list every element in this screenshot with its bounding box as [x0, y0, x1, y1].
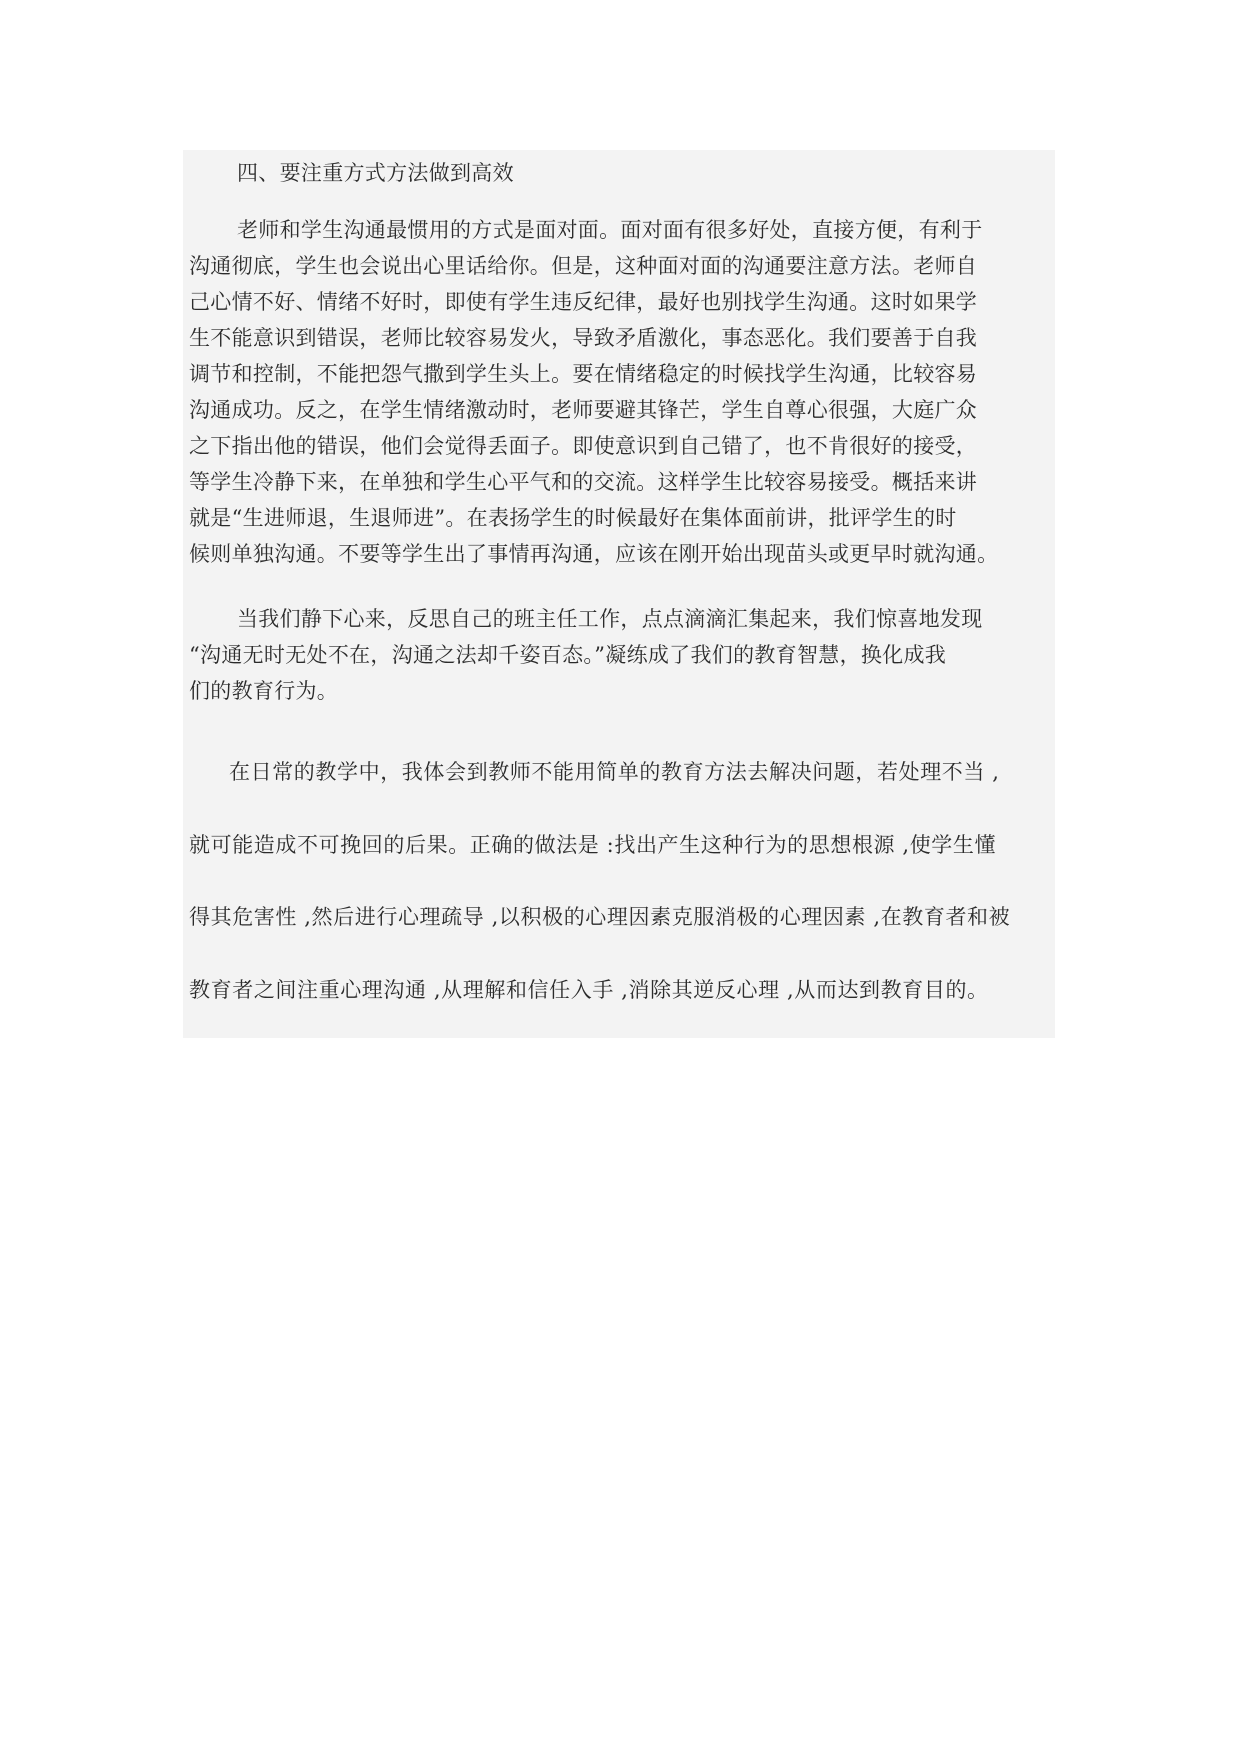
paragraph-3-line-3: 得其危害性 ,然后进行心理疏导 ,以积极的心理因素克服消极的心理因素 ,在教育者和被	[189, 905, 1011, 929]
paragraph-1-line-7: 之下指出他的错误，他们会觉得丢面子。即使意识到自己错了，也不肯很好的接受，	[189, 434, 978, 458]
document-content-block	[183, 150, 1055, 1038]
paragraph-1-line-1: 老师和学生沟通最惯用的方式是面对面。面对面有很多好处，直接方便，有利于	[237, 218, 983, 242]
paragraph-1-line-6: 沟通成功。反之，在学生情绪激动时，老师要避其锋芒，学生自尊心很强，大庭广众	[189, 398, 978, 422]
paragraph-2-line-1: 当我们静下心来，反思自己的班主任工作，点点滴滴汇集起来，我们惊喜地发现	[237, 607, 983, 631]
paragraph-2-line-3: 们的教育行为。	[189, 679, 339, 703]
paragraph-3-line-4: 教育者之间注重心理沟通 ,从理解和信任入手 ,消除其逆反心理 ,从而达到教育目的。	[189, 978, 989, 1002]
paragraph-1-line-10: 候则单独沟通。不要等学生出了事情再沟通，应该在刚开始出现苗头或更早时就沟通。	[189, 542, 999, 566]
paragraph-3-line-2: 就可能造成不可挽回的后果。正确的做法是 :找出产生这种行为的思想根源 ,使学生懂	[189, 833, 997, 857]
paragraph-2-line-2: “沟通无时无处不在，沟通之法却千姿百态。”凝练成了我们的教育智慧，换化成我	[189, 643, 947, 667]
paragraph-1-line-2: 沟通彻底，学生也会说出心里话给你。但是，这种面对面的沟通要注意方法。老师自	[189, 254, 978, 278]
paragraph-1-line-3: 己心情不好、情绪不好时，即使有学生违反纪律，最好也别找学生沟通。这时如果学	[189, 290, 978, 314]
section-heading: 四、要注重方式方法做到高效	[237, 161, 514, 185]
paragraph-1-line-9: 就是“生进师退，生退师进”。在表扬学生的时候最好在集体面前讲，批评学生的时	[189, 506, 957, 530]
paragraph-3-line-1: 在日常的教学中，我体会到教师不能用简单的教育方法去解决问题，若处理不当 ,	[229, 760, 1000, 784]
paragraph-1-line-5: 调节和控制，不能把怨气撒到学生头上。要在情绪稳定的时候找学生沟通，比较容易	[189, 362, 978, 386]
paragraph-1-line-4: 生不能意识到错误，老师比较容易发火，导致矛盾激化，事态恶化。我们要善于自我	[189, 326, 978, 350]
paragraph-1-line-8: 等学生冷静下来，在单独和学生心平气和的交流。这样学生比较容易接受。概括来讲	[189, 470, 978, 494]
